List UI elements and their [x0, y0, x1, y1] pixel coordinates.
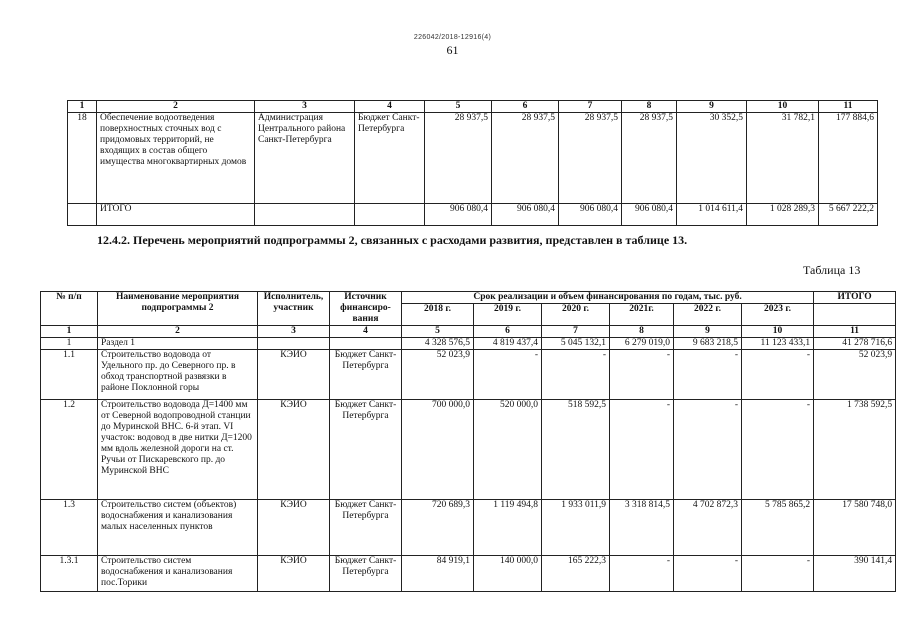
- value-cell: 4 819 437,4: [474, 338, 542, 350]
- column-number: 8: [610, 326, 674, 338]
- year-header: 2020 г.: [542, 304, 610, 326]
- funding-source: Бюджет Санкт-Петербурга: [355, 113, 425, 204]
- header-name: Наименование мероприятия подпрограммы 2: [98, 292, 258, 326]
- column-number: 5: [425, 101, 492, 113]
- value-cell: -: [742, 556, 814, 592]
- value-cell: 28 937,5: [425, 113, 492, 204]
- activity-name: Строительство систем водоснабжения и канализования пос.Торики: [98, 556, 258, 592]
- header-row: [41, 292, 896, 304]
- value-cell: 520 000,0: [474, 400, 542, 500]
- column-number: 1: [41, 326, 98, 338]
- value-cell: 390 141,4: [814, 556, 896, 592]
- total-value: 906 080,4: [492, 204, 559, 226]
- header-num: № п/п: [41, 292, 98, 326]
- funding-source: Бюджет Санкт-Петербурга: [330, 500, 402, 556]
- table-row: [68, 113, 878, 204]
- row-number: 1.3.1: [41, 556, 98, 592]
- year-header: 2018 г.: [402, 304, 474, 326]
- value-cell: 3 318 814,5: [610, 500, 674, 556]
- header-executor: Исполнитель, участник: [258, 292, 330, 326]
- table-row: [41, 556, 896, 592]
- section-name: Раздел 1: [98, 338, 258, 350]
- value-cell: 177 884,6: [819, 113, 878, 204]
- value-cell: 11 123 433,1: [742, 338, 814, 350]
- table-13: [40, 291, 896, 592]
- value-cell: -: [674, 556, 742, 592]
- total-label: ИТОГО: [97, 204, 255, 226]
- column-number: 8: [622, 101, 677, 113]
- section-row: [41, 338, 896, 350]
- column-number: 9: [674, 326, 742, 338]
- value-cell: 9 683 218,5: [674, 338, 742, 350]
- column-number: 9: [677, 101, 747, 113]
- total-value: 1 028 289,3: [747, 204, 819, 226]
- value-cell: 700 000,0: [402, 400, 474, 500]
- value-cell: 165 222,3: [542, 556, 610, 592]
- value-cell: -: [474, 350, 542, 400]
- row-number: 1.1: [41, 350, 98, 400]
- column-number: 7: [542, 326, 610, 338]
- value-cell: -: [674, 400, 742, 500]
- continuation-table: [67, 100, 878, 226]
- header-total: ИТОГО: [814, 292, 896, 304]
- table-row: [41, 350, 896, 400]
- year-header: 2021г.: [610, 304, 674, 326]
- column-number: 10: [747, 101, 819, 113]
- value-cell: -: [674, 350, 742, 400]
- header-source: Источник финансиро-вания: [330, 292, 402, 326]
- value-cell: -: [742, 400, 814, 500]
- funding-source: Бюджет Санкт-Петербурга: [330, 400, 402, 500]
- funding-source: Бюджет Санкт-Петербурга: [330, 350, 402, 400]
- executor: КЭИО: [258, 400, 330, 500]
- activity-name: Строительство водовода Д=1400 мм от Северной водопроводной станции до Муринской ВНС. 6-й этап. VI участок: водовод в две нитки Д=1200 мм вдоль железной дороги на ст. Ручьи от Пискаревского пр. до Муринской ВНС: [98, 400, 258, 500]
- table-row: [41, 500, 896, 556]
- value-cell: 17 580 748,0: [814, 500, 896, 556]
- value-cell: -: [610, 400, 674, 500]
- value-cell: 4 328 576,5: [402, 338, 474, 350]
- executor: КЭИО: [258, 350, 330, 400]
- column-number: 3: [258, 326, 330, 338]
- activity-name: Обеспечение водоотведения поверхностных сточных вод с придомовых территорий, не входящих в состав общего имущества многоквартирных домов: [97, 113, 255, 204]
- column-number: 4: [355, 101, 425, 113]
- column-number: 3: [255, 101, 355, 113]
- value-cell: 5 785 865,2: [742, 500, 814, 556]
- value-cell: 720 689,3: [402, 500, 474, 556]
- column-number: 5: [402, 326, 474, 338]
- year-header: 2022 г.: [674, 304, 742, 326]
- executor: КЭИО: [258, 500, 330, 556]
- executor: Администрация Центрального района Санкт-Петербурга: [255, 113, 355, 204]
- value-cell: -: [742, 350, 814, 400]
- total-value: 906 080,4: [425, 204, 492, 226]
- row-number: 1.2: [41, 400, 98, 500]
- total-value: 906 080,4: [559, 204, 622, 226]
- activity-name: Строительство водовода от Удельного пр. до Северного пр. в обход транспортной развязки в районе Поклонной горы: [98, 350, 258, 400]
- value-cell: 84 919,1: [402, 556, 474, 592]
- value-cell: 52 023,9: [402, 350, 474, 400]
- value-cell: 518 592,5: [542, 400, 610, 500]
- section-heading: 12.4.2. Перечень мероприятий подпрограммы 2, связанных с расходами развития, представлен в таблице 13.: [97, 233, 688, 247]
- funding-source: Бюджет Санкт-Петербурга: [330, 556, 402, 592]
- row-number: 1.3: [41, 500, 98, 556]
- value-cell: 1 933 011,9: [542, 500, 610, 556]
- header-period: Срок реализации и объем финансирования по годам, тыс. руб.: [402, 292, 814, 304]
- column-number: 10: [742, 326, 814, 338]
- column-number-row: [68, 101, 878, 113]
- column-number: 2: [98, 326, 258, 338]
- column-number: 11: [819, 101, 878, 113]
- value-cell: 4 702 872,3: [674, 500, 742, 556]
- value-cell: 41 278 716,6: [814, 338, 896, 350]
- column-number: 7: [559, 101, 622, 113]
- row-number: 18: [68, 113, 97, 204]
- value-cell: 1 119 494,8: [474, 500, 542, 556]
- document-stamp: 226042/2018-12916(4): [413, 34, 492, 41]
- year-header: 2019 г.: [474, 304, 542, 326]
- total-value: 906 080,4: [622, 204, 677, 226]
- column-number: 4: [330, 326, 402, 338]
- column-number: 6: [474, 326, 542, 338]
- column-number: 11: [814, 326, 896, 338]
- value-cell: 28 937,5: [559, 113, 622, 204]
- value-cell: 140 000,0: [474, 556, 542, 592]
- value-cell: 5 045 132,1: [542, 338, 610, 350]
- value-cell: 28 937,5: [622, 113, 677, 204]
- year-header: 2023 г.: [742, 304, 814, 326]
- total-value: 5 667 222,2: [819, 204, 878, 226]
- table-caption: Таблица 13: [803, 263, 861, 277]
- value-cell: -: [542, 350, 610, 400]
- activity-name: Строительство систем (объектов) водоснабжения и канализования малых населенных пунктов: [98, 500, 258, 556]
- row-number: 1: [41, 338, 98, 350]
- page-number: 61: [446, 43, 459, 57]
- executor: КЭИО: [258, 556, 330, 592]
- column-number: 1: [68, 101, 97, 113]
- value-cell: 6 279 019,0: [610, 338, 674, 350]
- value-cell: 30 352,5: [677, 113, 747, 204]
- total-value: 1 014 611,4: [677, 204, 747, 226]
- value-cell: 28 937,5: [492, 113, 559, 204]
- value-cell: 31 782,1: [747, 113, 819, 204]
- value-cell: -: [610, 556, 674, 592]
- column-number-row: [41, 326, 896, 338]
- total-row: [68, 204, 878, 226]
- table-row: [41, 400, 896, 500]
- column-number: 6: [492, 101, 559, 113]
- value-cell: 52 023,9: [814, 350, 896, 400]
- value-cell: -: [610, 350, 674, 400]
- value-cell: 1 738 592,5: [814, 400, 896, 500]
- column-number: 2: [97, 101, 255, 113]
